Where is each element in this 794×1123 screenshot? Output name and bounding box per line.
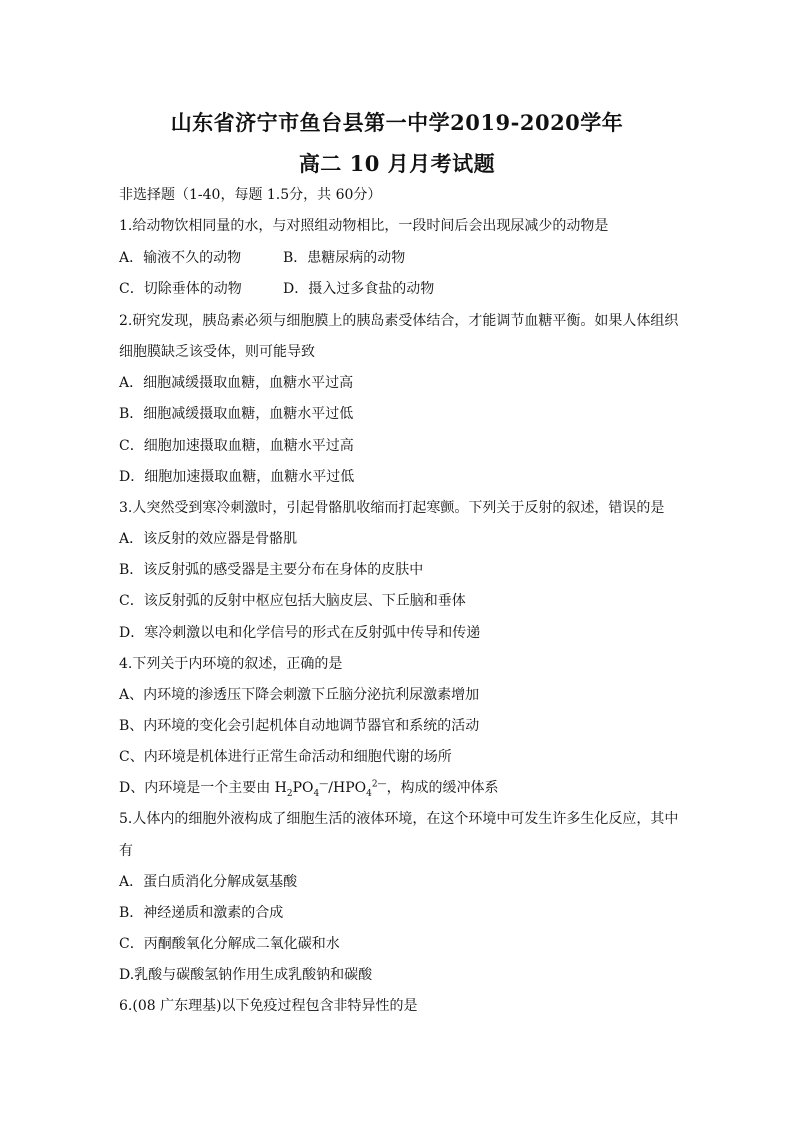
question-1-options-row-1 [119, 249, 679, 267]
question-2-option-c: C．细胞加速摄取血糖，血糖水平过高 [119, 438, 354, 454]
question-2-option-d: D．细胞加速摄取血糖，血糖水平过低 [119, 469, 355, 485]
option-d-sup-1: — [319, 779, 329, 790]
question-4-stem: 4.下列关于内环境的叙述，正确的是 [119, 656, 343, 672]
section-heading: 非选择题（1-40，每题 1.5分，共 60分） [119, 187, 382, 203]
question-2-option-a: A．细胞减缓摄取血糖，血糖水平过高 [119, 375, 354, 391]
option-d-prefix: D、内环境是一个主要由 H [119, 780, 287, 796]
question-2-stem-line-2: 细胞膜缺乏该受体，则可能导致 [119, 344, 315, 360]
question-5-stem-line-1: 5.人体内的细胞外液构成了细胞生活的液体环境，在这个环境中可发生许多生化反应，其中 [119, 811, 679, 827]
option-d-mid-1: PO [292, 780, 314, 796]
question-5-option-a: A．蛋白质消化分解成氨基酸 [119, 874, 298, 890]
question-1-option-c: C．切除垂体的动物 [119, 281, 242, 297]
question-5-option-b: B．神经递质和激素的合成 [119, 905, 284, 921]
question-1-option-d: D．摄入过多食盐的动物 [283, 281, 435, 297]
question-5-option-d: D.乳酸与碳酸氢钠作用生成乳酸钠和碳酸 [119, 967, 373, 983]
question-2-stem-line-1: 2.研究发现，胰岛素必须与细胞膜上的胰岛素受体结合，才能调节血糖平衡。如果人体组织 [119, 313, 679, 329]
option-d-sub-1: 2 [286, 788, 293, 799]
question-1-stem: 1.给动物饮相同量的水，与对照组动物相比，一段时间后会出现尿减少的动物是 [119, 218, 609, 234]
option-d-sup-2: 2— [371, 779, 387, 790]
page-title: 山东省济宁市鱼台县第一中学2019-2020学年 [170, 110, 624, 135]
question-4-option-a: A、内环境的渗透压下降会刺激下丘脑分泌抗利尿激素增加 [119, 687, 480, 703]
option-d-mid-2: /HPO [328, 780, 367, 796]
question-3-option-c: C．该反射弧的反射中枢应包括大脑皮层、下丘脑和垂体 [119, 593, 466, 609]
question-3-stem: 3.人突然受到寒冷刺激时，引起骨骼肌收缩而打起寒颤。下列关于反射的叙述，错误的是 [119, 500, 665, 516]
option-d-suffix: ，构成的缓冲体系 [386, 780, 499, 796]
question-3-option-a: A．该反射的效应器是骨骼肌 [119, 531, 298, 547]
option-d-sub-3: 4 [366, 788, 372, 799]
question-4-option-d [119, 779, 499, 797]
question-4-option-c: C、内环境是机体进行正常生命活动和细胞代谢的场所 [119, 749, 452, 765]
question-5-stem-line-2: 有 [119, 843, 133, 859]
question-1-options-row-2 [119, 280, 679, 298]
question-1-option-a: A．输液不久的动物 [119, 250, 242, 266]
question-2-option-b: B．细胞减缓摄取血糖，血糖水平过低 [119, 406, 354, 422]
question-5-option-c: C．丙酮酸氧化分解成二氧化碳和水 [119, 936, 340, 952]
page-subtitle: 高二 10 月月考试题 [298, 151, 496, 176]
option-d-sub-2: 4 [313, 788, 320, 799]
question-4-option-b: B、内环境的变化会引起机体自动地调节器官和系统的活动 [119, 718, 480, 734]
question-1-option-b: B．患糖尿病的动物 [283, 250, 406, 266]
question-3-option-d: D．寒冷刺激以电和化学信号的形式在反射弧中传导和传递 [119, 625, 481, 641]
question-6-stem: 6.(08 广东理基)以下免疫过程包含非特异性的是 [119, 998, 418, 1014]
question-3-option-b: B．该反射弧的感受器是主要分布在身体的皮肤中 [119, 562, 424, 578]
